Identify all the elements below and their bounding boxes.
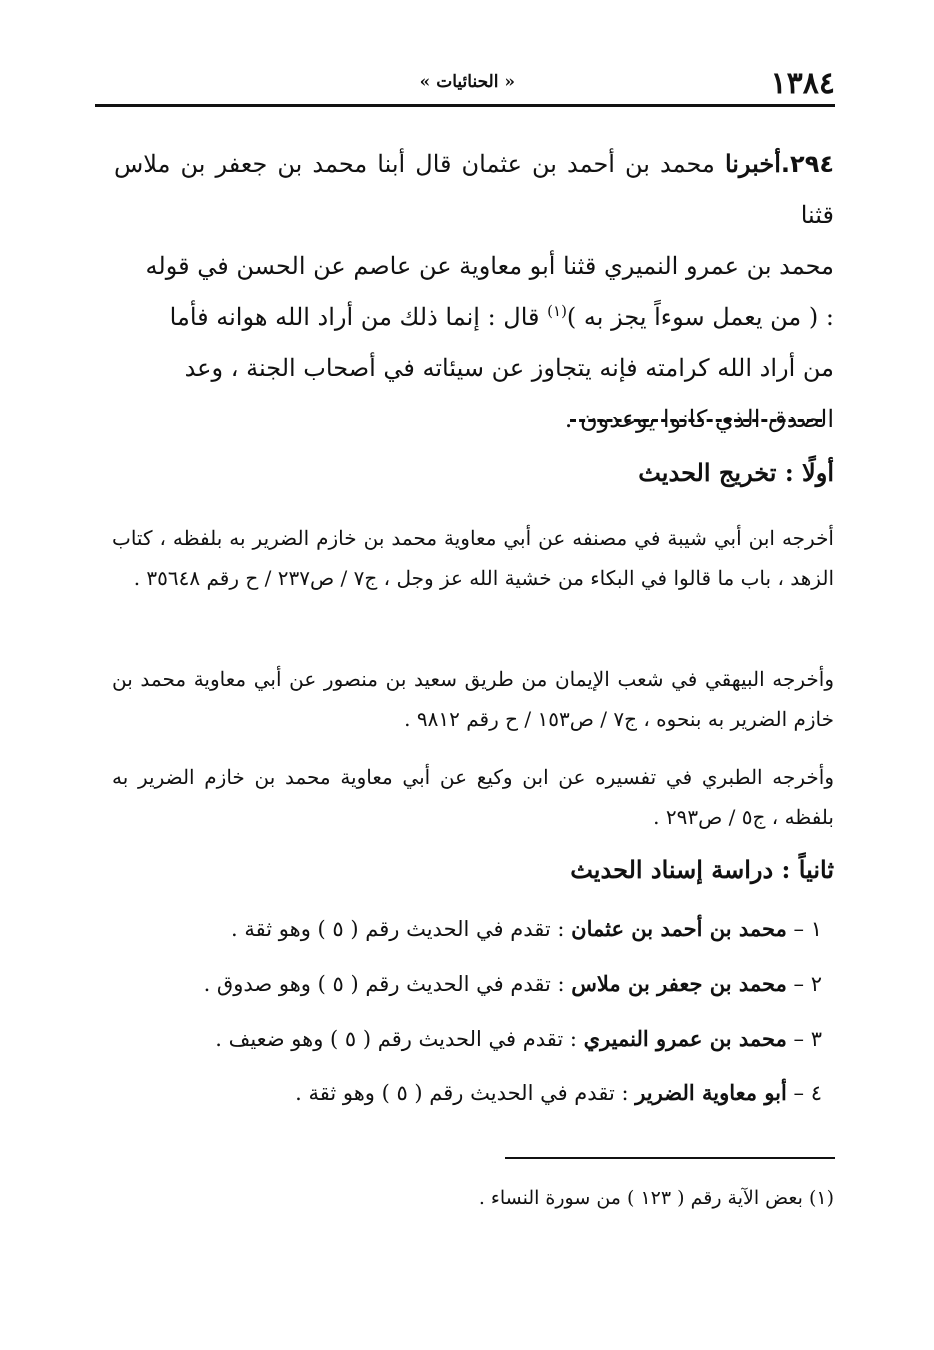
narrator-grade: : تقدم في الحديث رقم ( ٥ ) وهو صدوق . (203, 972, 572, 996)
section-title-isnad: ثانياً : دراسة إسناد الحديث (570, 855, 834, 884)
isnad-item (215, 1019, 822, 1059)
takhrij-paragraph (112, 659, 834, 739)
running-title: « الحنائيات » (419, 72, 515, 92)
narrator-grade: : تقدم في الحديث رقم ( ٥ ) وهو ضعيف . (215, 1027, 584, 1051)
takhrij-text: وأخرجه الطبري في تفسيره عن ابن وكيع عن أبي معاوية محمد بن خازم الضرير به بلفظه ، ج٥ / ص٢٩٣ . (112, 765, 834, 829)
hadith-text (114, 138, 834, 445)
narrator-name: محمد بن جعفر بن ملاس (571, 971, 787, 996)
takhrij-paragraph (112, 757, 834, 837)
isnad-item (231, 909, 822, 949)
hadith-line: من أراد الله كرامته فإنه يتجاوز عن سيئاته في أصحاب الجنة ، وعد (184, 354, 834, 382)
page-header (95, 62, 835, 104)
narrator-name: أبو معاوية الضرير (635, 1080, 787, 1105)
narrator-grade: : تقدم في الحديث رقم ( ٥ ) وهو ثقة . (295, 1081, 636, 1105)
page-number: ١٣٨٤ (770, 66, 835, 101)
hadith-line-text: محمد بن أحمد بن عثمان قال أبنا محمد بن جعفر بن ملاس قثنا (114, 150, 834, 229)
footnote-rule (505, 1157, 835, 1159)
narrator-name: محمد بن عمرو النميري (583, 1026, 787, 1051)
footnote-marker: (١) (808, 1187, 834, 1209)
takhrij-text: أخرجه ابن أبي شيبة في مصنفه عن أبي معاوية محمد بن خازم الضرير به بلفظه ، كتاب الزهد ، باب ما قالوا في البكاء من خشية الله عز وجل ، ج٧ / ص٢٣٧ / ح رقم ٣٥٦٤٨ . (112, 526, 834, 590)
isnad-item (204, 964, 822, 1004)
item-number: ١ – (786, 917, 822, 941)
item-number: ٢ – (786, 972, 822, 996)
takhrij-paragraph (112, 518, 834, 598)
hadith-line: الصدق الذي كانوا يوعدون . (564, 405, 834, 433)
hadith-line-text: قال : إنما ذلك من أراد الله هوانه فأما (169, 303, 548, 331)
footnote-text: بعض الآية رقم ( ١٢٣ ) من سورة النساء . (478, 1187, 809, 1209)
header-rule (95, 104, 835, 107)
footnote (479, 1187, 834, 1209)
hadith-lead: أخبرنا (724, 149, 781, 178)
section-title-takhrij: أولًا : تخريج الحديث (638, 458, 834, 487)
hadith-line: محمد بن عمرو النميري قثنا أبو معاوية عن عاصم عن الحسن في قوله (145, 252, 834, 280)
hadith-number: ٢٩٤. (780, 150, 834, 178)
narrator-name: محمد بن أحمد بن عثمان (571, 916, 787, 941)
item-number: ٤ – (786, 1081, 822, 1105)
hadith-line-text: : ( من يعمل سوءاً يجز به ) (566, 303, 834, 331)
hadith-line (114, 292, 834, 343)
takhrij-text: وأخرجه البيهقي في شعب الإيمان من طريق سعيد بن منصور عن أبي معاوية محمد بن خازم الضرير به بنحوه ، ج٧ / ص١٥٣ / ح رقم ٩٨١٢ . (112, 667, 834, 731)
footnote-reference: (١) (547, 302, 567, 320)
hadith-line (114, 138, 834, 241)
isnad-item (295, 1073, 822, 1113)
dashed-separator (570, 419, 822, 422)
narrator-grade: : تقدم في الحديث رقم ( ٥ ) وهو ثقة . (231, 917, 572, 941)
item-number: ٣ – (786, 1027, 822, 1051)
